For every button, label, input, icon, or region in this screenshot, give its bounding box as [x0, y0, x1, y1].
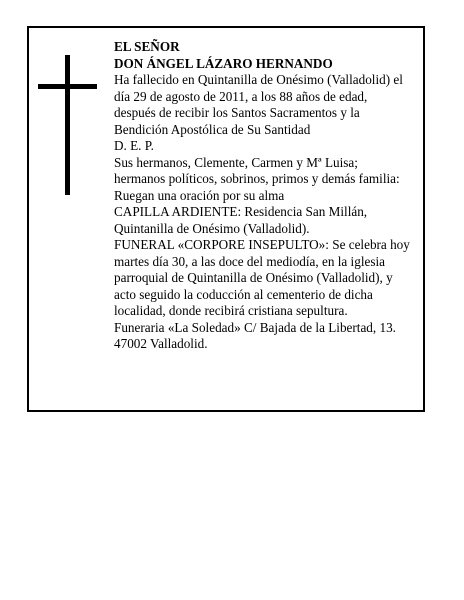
cross-vertical-bar [65, 55, 70, 195]
body-line: después de recibir los Santos Sacramentos y la [114, 105, 360, 120]
body-line: localidad, donde recibirá cristiana sepultura. [114, 303, 348, 318]
body-line: hermanos políticos, sobrinos, primos y demás familia: [114, 171, 400, 186]
body-line: acto seguido la coducción al cementerio de dicha [114, 286, 373, 302]
body-line: D. E. P. [114, 138, 154, 153]
cross-horizontal-bar [38, 84, 97, 89]
body-line: Quintanilla de Onésimo (Valladolid). [114, 220, 310, 236]
heading-line-2: DON ÁNGEL LÁZARO HERNANDO [114, 55, 333, 71]
body-line: Bendición Apostólica de Su Santidad [114, 121, 311, 137]
body-line: martes día 30, a las doce del mediodía, en la iglesia [114, 253, 385, 269]
obituary-text [114, 39, 424, 353]
body-line: día 29 de agosto de 2011, a los 88 años de edad, [114, 88, 368, 104]
heading-line-1: EL SEÑOR [114, 39, 180, 54]
body-line: Ruegan una oración por su alma [114, 187, 285, 203]
body-line: FUNERAL «CORPORE INSEPULTO»: Se celebra hoy [114, 237, 410, 252]
body-line: CAPILLA ARDIENTE: Residencia San Millán, [114, 204, 368, 219]
body-line: Funeraria «La Soledad» C/ Bajada de la Libertad, 13. [114, 319, 396, 335]
body-line: parroquial de Quintanilla de Onésimo (Valladolid), y [114, 270, 393, 285]
body-line: Ha fallecido en Quintanilla de Onésimo (Valladolid) el [114, 72, 403, 87]
body-line: 47002 Valladolid. [114, 336, 208, 351]
body-line: Sus hermanos, Clemente, Carmen y Mª Luisa; [114, 154, 358, 170]
